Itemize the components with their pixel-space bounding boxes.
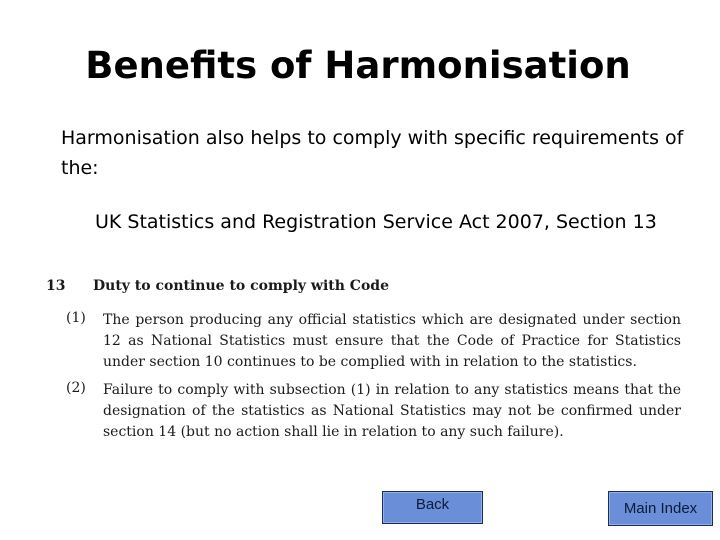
clause-1	[46, 310, 686, 373]
clause-number: (1)	[66, 310, 86, 326]
clause-text: Failure to comply with subsection (1) in relation to any statistics means that the designation of the statistics as National Statistics may not be confirmed under section 14 (but no action shall lie in relation to any such failure).	[103, 382, 681, 440]
section-header	[46, 278, 686, 302]
back-button[interactable]: Back	[382, 491, 483, 524]
main-index-button[interactable]: Main Index	[608, 491, 713, 526]
section-heading: Duty to continue to comply with Code	[93, 278, 389, 294]
clause-text: The person producing any official statistics which are designated under section 12 as National Statistics must ensure that the Code of Practice for Statistics under section 10 continues to be complied with in relation to the statistics.	[103, 312, 681, 370]
clause-number: (2)	[66, 380, 86, 396]
clause-2	[46, 380, 686, 443]
section-number: 13	[46, 278, 66, 294]
act-reference: UK Statistics and Registration Service Act 2007, Section 13	[95, 211, 657, 233]
intro-text: Harmonisation also helps to comply with specific requirements of the:	[61, 127, 684, 179]
slide-title: Benefits of Harmonisation	[85, 44, 631, 87]
act-excerpt	[46, 278, 686, 443]
